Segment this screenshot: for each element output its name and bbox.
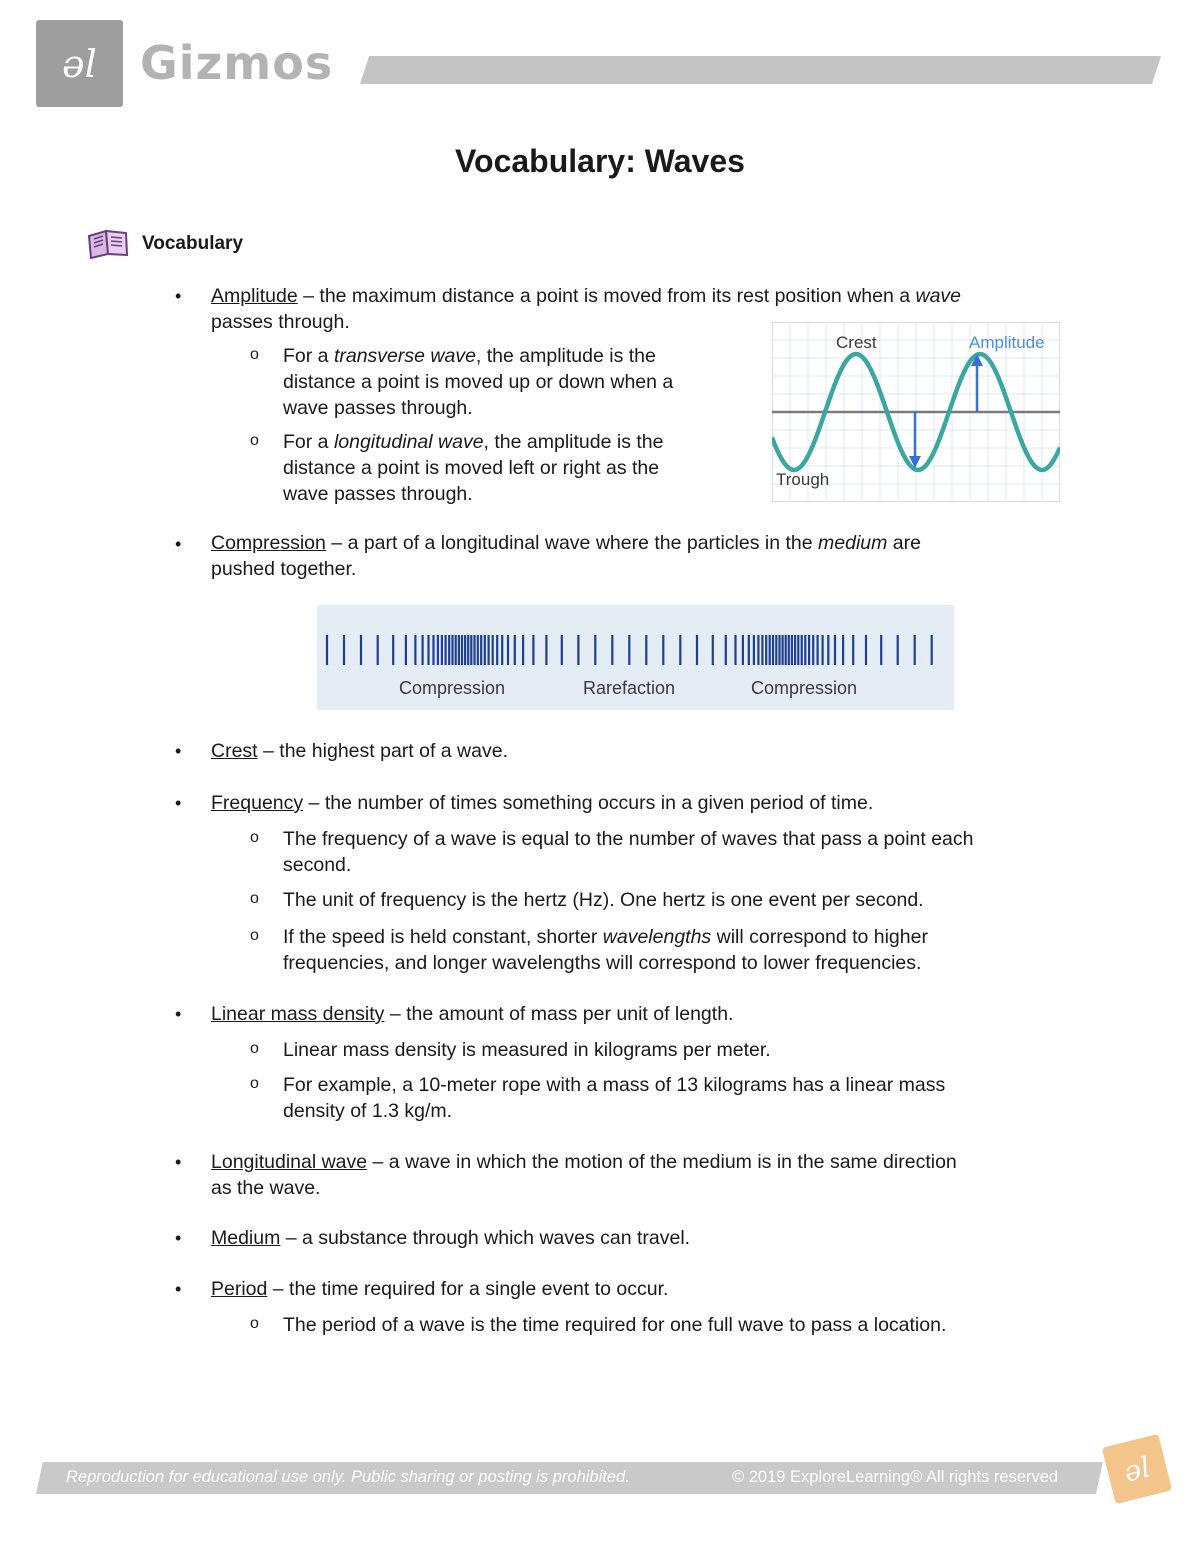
sub-marker: o <box>250 890 259 907</box>
entry-frequency <box>211 790 873 816</box>
entry-linear-mass-density <box>211 1001 733 1027</box>
bullet-marker: • <box>175 1004 182 1024</box>
definition-text: – the amount of mass per unit of length. <box>384 1003 734 1025</box>
logo-glyph: ǝl <box>62 41 97 86</box>
crest-label: Crest <box>836 333 877 352</box>
compression-label: Compression <box>751 678 858 698</box>
sub-marker: o <box>250 1075 259 1092</box>
definition-line2: as the wave. <box>211 1177 321 1199</box>
definition-text: – a part of a longitudinal wave where the particles in the medium are <box>325 532 921 554</box>
definition-text: – the number of times something occurs in a given period of time. <box>303 792 874 814</box>
bullet-marker: • <box>175 286 182 306</box>
definition-text: – a wave in which the motion of the medium is in the same direction <box>367 1151 957 1173</box>
sub-item: The unit of frequency is the hertz (Hz). One hertz is one event per second. <box>283 889 924 911</box>
definition-text: – the maximum distance a point is moved from its rest position when a wave <box>297 285 962 307</box>
term-linear-mass-density: Linear mass density <box>211 1003 385 1025</box>
definition-line2: passes through. <box>211 311 350 333</box>
page-title: Vocabulary: Waves <box>455 143 745 179</box>
trough-label: Trough <box>776 470 830 489</box>
bullet-marker: • <box>175 741 182 761</box>
entry-compression <box>211 530 921 582</box>
compression-lines <box>317 625 954 685</box>
definition-text: – the highest part of a wave. <box>257 740 508 762</box>
sub-item-transverse: For a transverse wave, the amplitude is the distance a point is moved up or down when a wave passes through. <box>283 345 674 419</box>
logo-wordmark: Gizmos <box>140 36 334 90</box>
sub-item: The frequency of a wave is equal to the number of waves that pass a point each second. <box>283 828 974 876</box>
sub-marker: o <box>250 346 259 363</box>
sub-marker: o <box>250 432 259 449</box>
term-frequency: Frequency <box>211 792 304 814</box>
sub-item-longitudinal: For a longitudinal wave, the amplitude is the distance a point is moved left or right as the wave passes through. <box>283 431 664 505</box>
bullet-marker: • <box>175 793 182 813</box>
definition-line2: pushed together. <box>211 558 357 580</box>
sub-item: Linear mass density is measured in kilograms per meter. <box>283 1039 771 1061</box>
footer-copyright: © 2019 ExploreLearning® All rights reserved <box>732 1468 1059 1486</box>
entry-crest <box>211 738 508 764</box>
definition-text: – a substance through which waves can travel. <box>280 1227 691 1249</box>
sub-marker: o <box>250 1315 259 1332</box>
term-crest: Crest <box>211 740 258 762</box>
bullet-marker: • <box>175 1228 182 1248</box>
bullet-marker: • <box>175 1152 182 1172</box>
footer-notice: Reproduction for educational use only. Public sharing or posting is prohibited. <box>66 1468 630 1486</box>
sub-item: The period of a wave is the time required for one full wave to pass a location. <box>283 1314 947 1336</box>
sub-item: If the speed is held constant, shorter wavelengths will correspond to higher frequencies, and longer wavelengths will correspond to lower frequencies. <box>283 926 928 974</box>
footer-logo <box>1102 1434 1172 1504</box>
header-bar <box>360 56 1161 84</box>
amplitude-label: Amplitude <box>969 333 1045 352</box>
section-label: Vocabulary <box>142 233 244 254</box>
term-compression: Compression <box>211 532 326 554</box>
term-longitudinal-wave: Longitudinal wave <box>211 1151 368 1173</box>
compression-label: Compression <box>399 678 506 698</box>
term-amplitude: Amplitude <box>211 285 298 307</box>
bullet-marker: • <box>175 1279 182 1299</box>
footer-logo-glyph: ǝl <box>1120 1449 1154 1489</box>
sub-marker: o <box>250 1040 259 1057</box>
entry-longitudinal-wave <box>211 1149 957 1201</box>
sub-marker: o <box>250 927 259 944</box>
bullet-marker: • <box>175 534 182 554</box>
gizmos-logo <box>36 20 123 107</box>
rarefaction-label: Rarefaction <box>583 678 676 698</box>
term-medium: Medium <box>211 1227 281 1249</box>
term-period: Period <box>211 1278 268 1300</box>
definition-text: – the time required for a single event to occur. <box>267 1278 669 1300</box>
entry-period <box>211 1276 668 1302</box>
compression-diagram <box>317 605 954 710</box>
sub-item: For example, a 10-meter rope with a mass of 13 kilograms has a linear mass density of 1.3 kg/m. <box>283 1074 946 1122</box>
entry-medium <box>211 1225 690 1251</box>
wave-diagram <box>772 322 1060 502</box>
book-icon <box>86 228 130 265</box>
sub-marker: o <box>250 829 259 846</box>
